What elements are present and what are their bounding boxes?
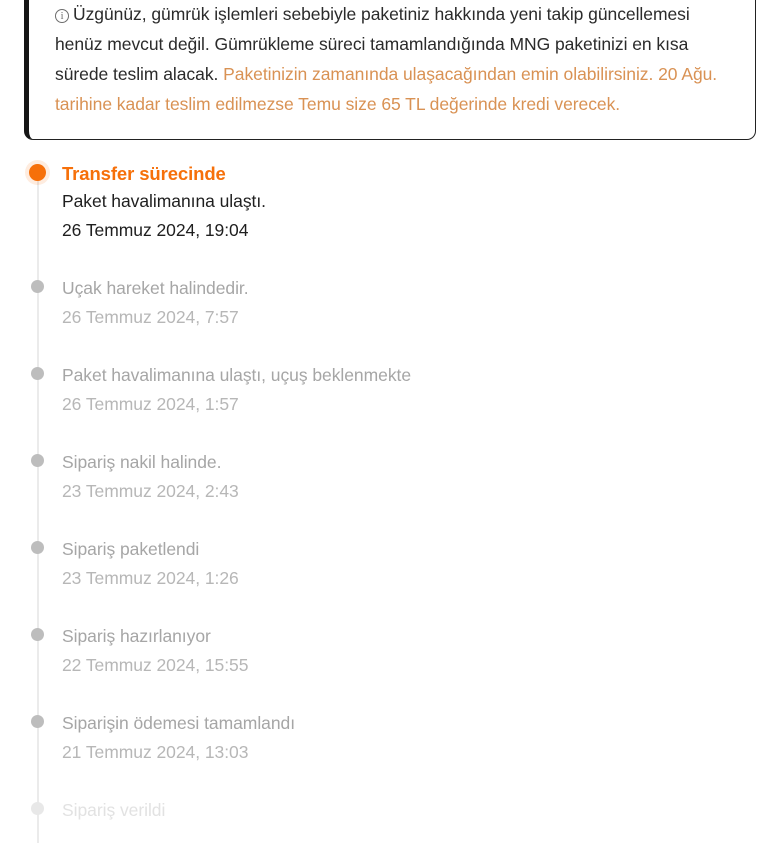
notice-guarantee-text: Paketinizin zamanında ulaşacağından emin olabilirsiniz. 20 Ağu. tarihine kadar teslim edilmezse Temu size 65 TL değerinde kredi verecek. <box>55 64 718 114</box>
timeline-event-title: Uçak hareket halindedir. <box>62 278 249 298</box>
timeline-event-date: 26 Temmuz 2024, 7:57 <box>62 307 239 327</box>
timeline-event-date: 26 Temmuz 2024, 19:04 <box>62 220 249 240</box>
timeline-event-date: 26 Temmuz 2024, 1:57 <box>62 394 239 414</box>
timeline-dot-icon <box>31 628 44 641</box>
timeline-dot-icon <box>31 280 44 293</box>
timeline-dot-icon <box>31 454 44 467</box>
customs-delay-notice <box>24 0 756 140</box>
timeline-dot-icon <box>31 802 44 815</box>
timeline-item[interactable] <box>24 160 744 274</box>
timeline-item[interactable] <box>24 274 744 361</box>
notice-body-text: Üzgünüz, gümrük işlemleri sebebiyle paketiniz hakkında yeni takip güncellemesi henüz mevcut değil. Gümrükleme süreci tamamlandığında MNG paketinizi en kısa sürede teslim alacak. <box>55 4 690 84</box>
timeline-event-title: Sipariş nakil halinde. <box>62 452 222 472</box>
timeline-event-date: 23 Temmuz 2024, 2:43 <box>62 481 239 501</box>
timeline-item[interactable] <box>24 448 744 535</box>
timeline-event-title: Paket havalimanına ulaştı, uçuş beklenmekte <box>62 365 412 385</box>
timeline-dot-icon <box>31 541 44 554</box>
timeline-event-title: Sipariş paketlendi <box>62 539 200 559</box>
timeline-event-title: Siparişin ödemesi tamamlandı <box>62 713 296 733</box>
timeline-event-date: 21 Temmuz 2024, 13:03 <box>62 742 249 762</box>
timeline-status-label: Transfer sürecinde <box>62 163 226 184</box>
timeline-item[interactable] <box>24 361 744 448</box>
timeline-event-title: Sipariş verildi <box>62 800 166 820</box>
tracking-timeline <box>24 160 744 825</box>
timeline-event-date: 23 Temmuz 2024, 1:26 <box>62 568 239 588</box>
timeline-item[interactable] <box>24 796 744 825</box>
timeline-event-date: 22 Temmuz 2024, 15:55 <box>62 655 249 675</box>
notice-text <box>55 0 729 119</box>
timeline-dot-icon <box>31 367 44 380</box>
timeline-item[interactable] <box>24 709 744 796</box>
timeline-item[interactable] <box>24 535 744 622</box>
timeline-event-title: Sipariş hazırlanıyor <box>62 626 211 646</box>
info-circle-icon: i <box>55 9 69 23</box>
timeline-event-title: Paket havalimanına ulaştı. <box>62 191 266 211</box>
timeline-dot-active-icon <box>29 164 46 181</box>
timeline-dot-icon <box>31 715 44 728</box>
timeline-item[interactable] <box>24 622 744 709</box>
